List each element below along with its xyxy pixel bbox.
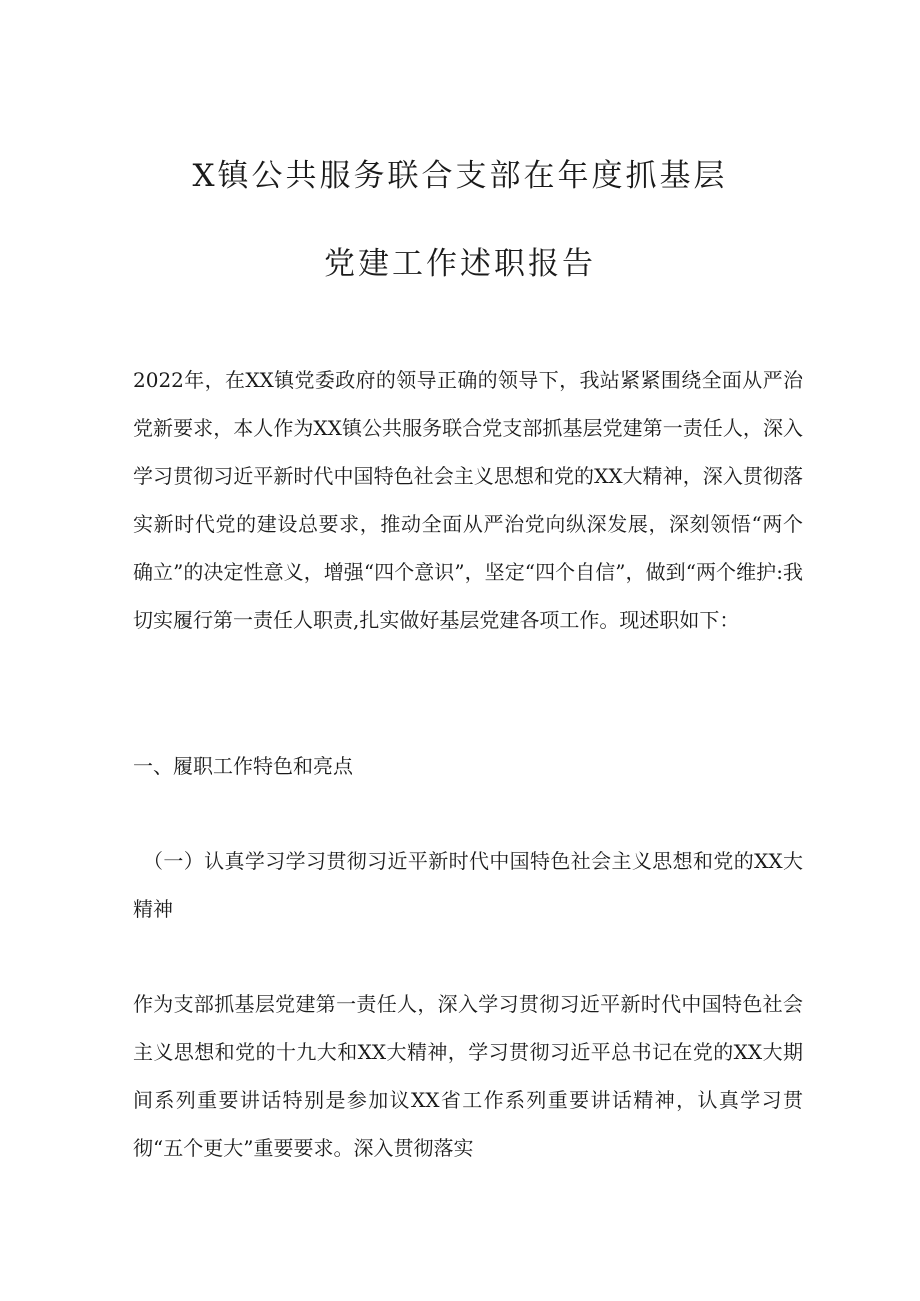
- document-title-line-2: 党建工作述职报告: [324, 246, 596, 282]
- body-paragraph-1: 作为支部抓基层党建第一责任人，深入学习贯彻习近平新时代中国特色社会主义思想和党的十九大和XX大精神，学习贯彻习近平总书记在党的XX大期间系列重要讲话特别是参加议XX省工作系列重要讲话精神，认真学习贯彻“五个更大”重要要求。深入贯彻落实: [133, 992, 803, 1160]
- document-title-line-1: X镇公共服务联合支部在年度抓基层: [192, 158, 728, 194]
- section-heading-1: 一、履职工作特色和亮点: [133, 754, 353, 778]
- subsection-heading-1: （一）认真学习学习贯彻习近平新时代中国特色社会主义思想和党的XX大精神: [133, 849, 803, 921]
- intro-paragraph: 2022年，在XX镇党委政府的领导正确的领导下，我站紧紧围绕全面从严治党新要求，本人作为XX镇公共服务联合党支部抓基层党建第一责任人，深入学习贯彻习近平新时代中国特色社会主义思想和党的XX大精神，深入贯彻落实新时代党的建设总要求，推动全面从严治党向纵深发展，深刻领悟“两个确立”的决定性意义，增强“四个意识”，坚定“四个自信”，做到“两个维护:我切实履行第一责任人职责,扎实做好基层党建各项工作。现述职如下：: [133, 368, 803, 632]
